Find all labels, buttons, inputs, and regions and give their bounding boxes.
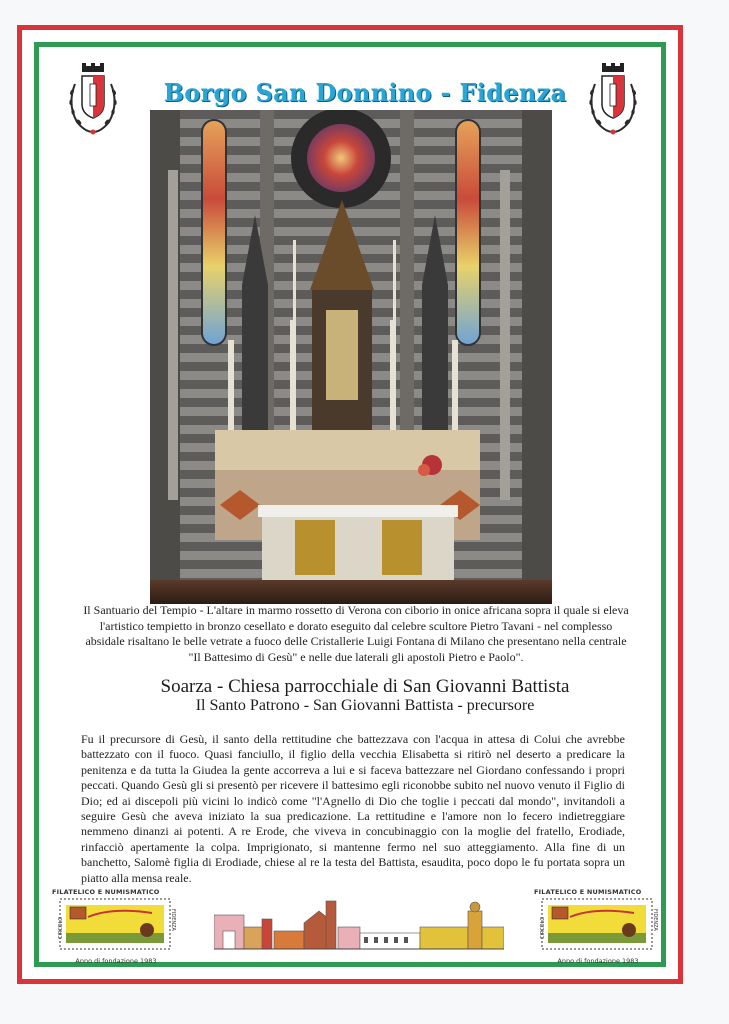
- stamp-founding: Anno di fondazione 1983: [75, 957, 157, 965]
- crest-left-icon: [63, 62, 123, 140]
- page-title: Borgo San Donnino - Fidenza: [163, 78, 567, 107]
- section-heading: Soarza - Chiesa parrocchiale di San Giovanni Battista: [160, 676, 570, 697]
- section-subheading: Il Santo Patrono - San Giovanni Battista - precursore: [195, 697, 535, 714]
- stamp-founding: Anno di fondazione 1983: [557, 957, 639, 965]
- body-paragraph: Fu il precursore di Gesù, il santo della rettitudine che battezzava con l'acqua in attesa di Colui che avrebbe battezzato con il fuoco. Quasi fanciullo, il figlio della vecchia Elisabetta si ritirò nel deserto a predicare la penitenza e da tutta la Giudea la gente accorreva a lui e si faceva battezzare nel Giordano confessando i propri peccati. Quando Gesù gli si presentò per ricevere il battesimo egli riconobbe subito nel nuovo venuto il Figlio di Dio; ed ai discepoli più vicini lo indicò come "l'Agnello di Dio che toglie i peccati dal mondo", invitandoli a seguire Gesù che aveva iniziato la sua predicazione. La rettitudine e l'amore non lo fecero indietreggiare nemmeno dinanzi ai potenti. A re Erode, che viveva in concubinaggio con la moglie del fratello, Erodiade, rinfacciò apertamente la colpa. Imprigionato, si mantenne fermo nel suo atteggiamento. Alla fine di un banchetto, Salomè figlia di Erodiade, chiese al re la testa del Battista, esaudita, poco dopo le fu portata sopra un piatto alla mensa reale.: [81, 732, 625, 885]
- stamp-logo-icon: [534, 897, 662, 951]
- stamp-side-left: CIRCOLO: [58, 916, 64, 939]
- stamp-club-label: FILATELICO E NUMISMATICO: [534, 888, 642, 896]
- stamp-side-right: FIDENZA: [652, 909, 658, 931]
- fidenza-skyline-image: [214, 897, 504, 953]
- altar-photo: [150, 110, 552, 604]
- photo-caption: Il Santuario del Tempio - L'altare in marmo rossetto di Verona con ciborio in onice africana sopra il quale si eleva l'artistico tempietto in bronzo cesellato e dorato eseguito dal celebre scultore Pietro Tavani - nel complesso absidale risaltano le belle vetrate a fuoco delle Cristallerie Luigi Fontana di Milano che presentano nella centrale "Il Battesimo di Gesù" e nelle due laterali gli apostoli Pietro e Paolo".: [83, 603, 629, 664]
- stamp-side-left: CIRCOLO: [540, 916, 546, 939]
- stamp-logo-right: [534, 888, 662, 965]
- stamp-side-right: FIDENZA: [170, 909, 176, 931]
- stamp-club-label: FILATELICO E NUMISMATICO: [52, 888, 160, 896]
- stamp-logo-left: [52, 888, 180, 965]
- stamp-logo-icon: [52, 897, 180, 951]
